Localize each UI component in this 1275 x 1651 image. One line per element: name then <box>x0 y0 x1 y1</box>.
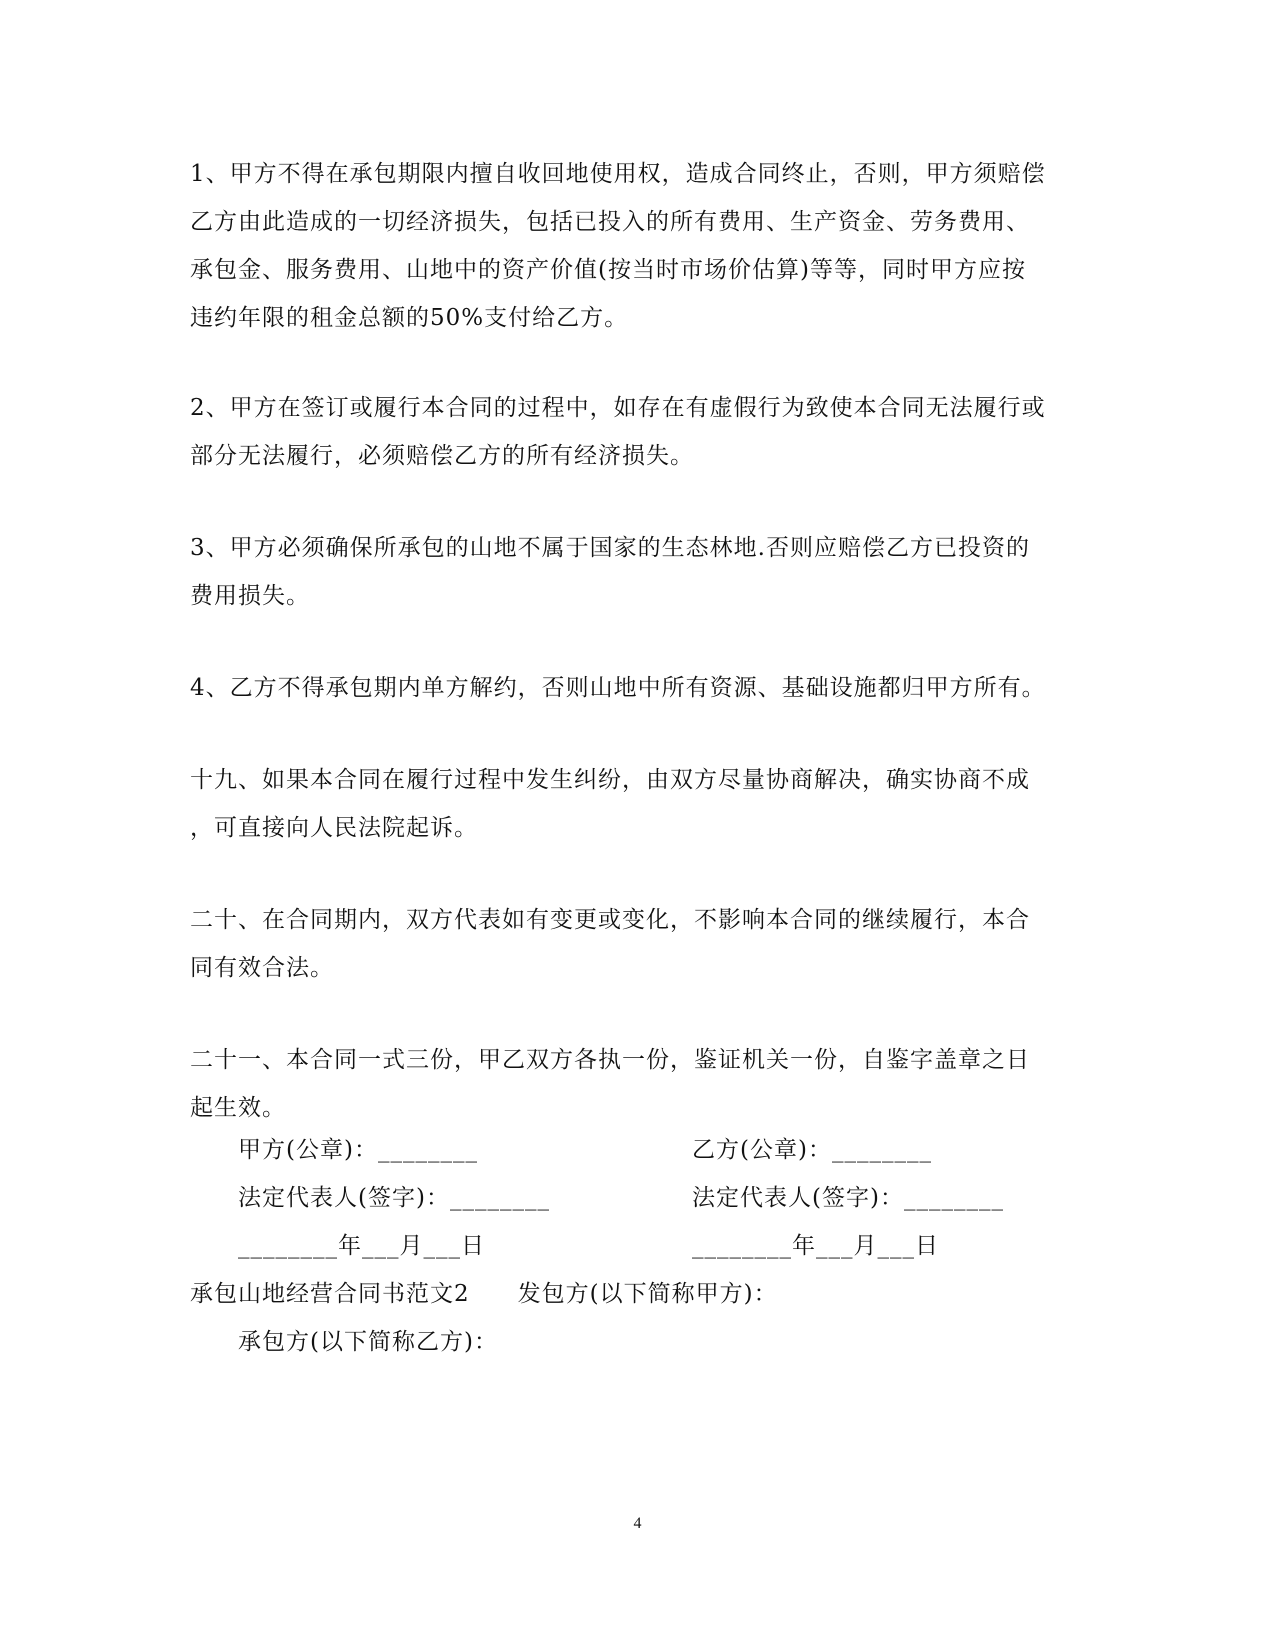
party-b-date-field: ________年___月___日 <box>692 1233 939 1259</box>
text-line: 2、甲方在签订或履行本合同的过程中，如存在有虚假行为致使本合同无法履行或 <box>190 395 1046 421</box>
text-line: 十九、如果本合同在履行过程中发生纠纷，由双方尽量协商解决，确实协商不成 <box>190 767 1030 793</box>
text-line: 4、乙方不得承包期内单方解约，否则山地中所有资源、基础设施都归甲方所有。 <box>190 675 1046 701</box>
clause-paragraph-1 <box>190 150 1070 342</box>
party-a-date-field: ________年___月___日 <box>238 1233 485 1259</box>
party-b-representative-field: 法定代表人(签字)：________ <box>692 1185 1004 1211</box>
text-line: 乙方由此造成的一切经济损失，包括已投入的所有费用、生产资金、劳务费用、 <box>190 209 1030 235</box>
next-contract-title: 承包山地经营合同书范文2 发包方(以下简称甲方)： <box>190 1281 778 1307</box>
text-line: 3、甲方必须确保所承包的山地不属于国家的生态林地.否则应赔偿乙方已投资的 <box>190 535 1030 561</box>
clause-paragraph-3 <box>190 524 1070 620</box>
party-b-seal-field: 乙方(公章)：________ <box>692 1137 932 1163</box>
clause-paragraph-2 <box>190 384 1070 480</box>
text-line: 违约年限的租金总额的50%支付给乙方。 <box>190 305 629 331</box>
text-line: ，可直接向人民法院起诉。 <box>190 815 478 841</box>
text-line: 同有效合法。 <box>190 955 334 981</box>
party-a-seal-field: 甲方(公章)：________ <box>238 1137 478 1163</box>
text-line: 二十、在合同期内，双方代表如有变更或变化，不影响本合同的继续履行，本合 <box>190 907 1030 933</box>
clause-paragraph-21 <box>190 1036 1070 1132</box>
party-a-representative-field: 法定代表人(签字)：________ <box>238 1185 550 1211</box>
clause-paragraph-19 <box>190 756 1070 852</box>
text-line: 部分无法履行，必须赔偿乙方的所有经济损失。 <box>190 443 694 469</box>
page-number: 4 <box>633 1515 642 1532</box>
text-line: 承包金、服务费用、山地中的资产价值(按当时市场价估算)等等，同时甲方应按 <box>190 257 1026 283</box>
text-line: 二十一、本合同一式三份，甲乙双方各执一份，鉴证机关一份，自鉴字盖章之日 <box>190 1047 1030 1073</box>
text-line: 费用损失。 <box>190 583 310 609</box>
contractor-line: 承包方(以下简称乙方)： <box>238 1329 498 1355</box>
clause-paragraph-20 <box>190 896 1070 992</box>
clause-paragraph-4 <box>190 664 1070 712</box>
text-line: 起生效。 <box>190 1095 286 1121</box>
text-line: 1、甲方不得在承包期限内擅自收回地使用权，造成合同终止，否则，甲方须赔偿 <box>190 161 1046 187</box>
